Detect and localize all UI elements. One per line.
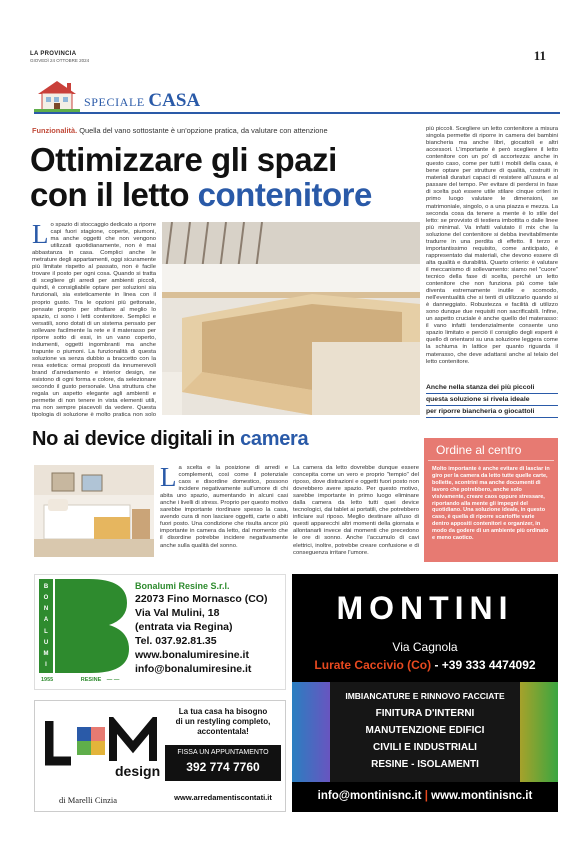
lm-phone[interactable]: 392 774 7760 [186, 760, 260, 774]
article-2-column-a-text: a scelta e la posizione di arredi e complementi, così come il potenziale caos e disordine domestico, possono incidere negativamente sull'umore di chi abita uno spazio, aumentando in alcuni casi anche i livelli di stress. Proprio per questo motivo sarebbe importante riordinare spesso la casa, avendo cura di non lasciare oggetti, carte o abiti fuori posto. Una condizione che risulta ancor più importante in camera da letto, dal momento che il disordine potrebbe incidere negativamente anche sulla qualità del sonno. [160, 465, 288, 549]
bonalumi-web[interactable]: www.bonalumiresine.it [135, 649, 249, 661]
montini-services-list [292, 688, 558, 773]
lm-tagline [165, 707, 281, 737]
montini-phone[interactable]: - +39 333 4474092 [431, 658, 536, 672]
bonalumi-city: 22073 Fino Mornasco (CO) [135, 593, 268, 605]
lm-logo [45, 717, 163, 767]
caption-line-3: per riporre biancheria o giocattoli [426, 406, 558, 418]
newspaper-name: LA PROVINCIA [30, 51, 77, 57]
article-column-3 [426, 126, 558, 380]
article-2-title-plain: No ai device digitali in [32, 428, 241, 450]
montini-service: IMBIANCATURE E RINNOVO FACCIATE [345, 691, 505, 701]
section-label [84, 90, 200, 112]
bonalumi-footer [41, 677, 119, 683]
montini-email[interactable]: info@montinisnc.it [317, 790, 422, 802]
kicker-strong: Funzionalità. [32, 126, 78, 135]
lm-web[interactable]: www.arredamentiscontati.it [174, 793, 272, 802]
montini-service: RESINE - ISOLAMENTI [371, 759, 479, 770]
ad-bonalumi[interactable] [34, 574, 286, 690]
bonalumi-entrance: (entrata via Regina) [135, 621, 233, 633]
title-line-2 [30, 177, 420, 212]
masthead [30, 51, 89, 63]
bonalumi-year: 1955 [41, 677, 54, 683]
article-2-title-accent: camera [240, 428, 309, 450]
bonalumi-letter: O [43, 594, 49, 601]
column-3-text: più piccoli. Scegliere un letto contenitore a misura singola permette di riporre in camera dei bambini biancheria ma anche libri, giocattoli e altri accessori. L'importante è però scegliere il letto contenitore con un po' di accortezza: anche in questo caso, come per tutti i mobili della casa, è bene optare per strutture di qualità, costruiti in materiali duraturi capaci di resistere all'usura e al passare del tempo. Per evitare di perdersi in fase di scelta può essere utile stilare cinque criteri in primo luogo valutare le dimensioni, se matrimoniale, singolo, o a una piazza e mezza. La seconda cosa da tenere a mente è lo stile del letto: se provvisto di testiera imbottita o dalle linee più minimal. Va infatti valutato il mix che la soluzione del contenitore si debba inevitabilmente tradurre in una perdita di effetto. Il terzo e importantissimo requisito, come anticipato, è rappresentato dai materiali, che devono essere di alta qualità e durabilità. Quarto criterio: è valutare il meccanismo di sollevamento: siamo nel "cuore" tecnico della fase di scelta, perché un letto contenitore che non funziona più come tale diventa estremamente inutile e scomodo, nell'eventualità che si tenti di utilizzarlo quando si è danneggiato. Robustezza e facilità di utilizzo sono dunque due requisiti non sacrificabili. Infine, un aspetto cruciale è anche quello del materasso: il vano infatti tendenzialmente consente uno spazio limitato e perciò il consiglio degli esperti è quello di orientarsi su una soluzione leggera come la schiuma in lattice per quanto riguarda il materasso, che deve adattarsi anche al telaio del letto contenitore. [426, 126, 558, 365]
bonalumi-letter: I [45, 662, 47, 669]
montini-street: Via Cagnola [392, 640, 458, 654]
lm-owner: di Marelli Cinzia [59, 795, 118, 805]
bonalumi-letter: N [43, 606, 49, 613]
sidebar-box [424, 438, 558, 562]
bonalumi-resine: RESINE [80, 677, 102, 683]
bonalumi-letter: M [43, 651, 49, 658]
column-1-text: o spazio di stoccaggio dedicato a riporre capi fuori stagione, coperte, piumoni, ma anche oggetti che non vengono utilizzati quotidianamente, non è mai abbastanza in casa. Complici anche le metrature degli appartamenti, oggi sicuramente più limitate rispetto al passato, non è facile trovare il posto per ogni cosa. Quando si tratta di scegliere gli arredi per ambienti piccoli, quindi, è consigliabile optare per soluzioni sia funzionali, sia esteticamente in linea con il proprio gusto. Tra le opzioni più gettonate, pensate proprio per sfruttare al meglio lo spazio, ci sono i letti contenitore. Semplici e versatili, sono dotati di un sistema pensato per sollevare facilmente la rete e il materasso per riporre sotto di essi, in un vano coperto, indumenti, oggetti ingombranti ma anche trapunte o piumoni. La funzionalità di questa soluzione va senza dubbio a braccetto con la resa estetica: ormai proposti da innumerevoli brand d'arredamento e interior design, ne esistono di ogni forma e colore, da selezionare secondo il gusto personale. Una struttura che regala un aspetto elegante agli ambienti e permette di non tenere in vista elementi utili, ma non sempre piacevoli da vedere. Questa tipologia di soluzione è molto pratica non solo [32, 222, 156, 419]
lm-tagline-line: di un restyling completo, [175, 717, 271, 726]
bonalumi-tel[interactable]: Tel. 037.92.81.35 [135, 635, 217, 647]
kicker-rest: Quella del vano sottostante è un'opzione pratica, da valutare con attenzione [77, 126, 328, 135]
caption-line-1: Anche nella stanza dei più piccoli [426, 382, 558, 394]
bonalumi-street: Via Val Mulini, 18 [135, 607, 220, 619]
article-2-column-b-text: La camera da letto dovrebbe dunque essere concepita come un vero e proprio "tempio" del riposo, dove distrazioni e oggetti fuori posto non dovrebbero avere spazio. Per questo motivo, sarebbe importante in primo luogo eliminare dalla camera da letto tutti quei device tecnologici, dai tablet ai portatili, che potrebbero inficiare sul riposo. Meglio destinare all'uso di questi apparecchi altri momenti della giornata e allontanarli invece dai momenti che precedono le ore di sonno. Anche l'accumulo di cavi elettrici, inoltre, potrebbe creare confusione e di conseguenza irritare l'umore. [293, 465, 419, 556]
bonalumi-letter: A [43, 617, 49, 624]
page-number: 11 [533, 48, 546, 63]
section-header [34, 80, 560, 114]
montini-service: FINITURA D'INTERNI [375, 708, 475, 719]
title-line-1: Ottimizzare gli spazi [30, 141, 337, 178]
article-column-1 [32, 222, 156, 419]
montini-service: CIVILI E INDUSTRIALI [373, 742, 477, 753]
montini-contact [292, 658, 558, 672]
article-2-dropcap: L [160, 465, 177, 492]
lm-design-word: design [115, 763, 161, 779]
bonalumi-letter: U [43, 639, 49, 646]
montini-separator: | [424, 790, 432, 802]
bedroom-illustration [34, 465, 154, 557]
lm-appointment-label: FISSA UN APPUNTAMENTO [177, 749, 269, 756]
title-line-2-accent: contenitore [197, 176, 372, 213]
ad-lm-design[interactable] [34, 700, 286, 812]
bonalumi-dash: — — [106, 677, 120, 683]
house-icon [34, 78, 80, 112]
sidebar-title: Ordine al centro [428, 438, 554, 461]
montini-services-band [292, 682, 558, 782]
sidebar-body: Molto importante è anche evitare di lasciar in giro per la camera da letto tutte quelle carte, bollette, scontrini ma anche documenti di lavoro che potrebbero, anche solo visivamente, creare caos oppure stressare, riportando alla mente gli impegni del quotidiano. Una soluzione ideale, in questo caso, è quella di riporre scartoffie varie dentro appositi contenitori e organizer, in modo da godere di un ambiente più ordinato e meno caotico. [432, 466, 550, 542]
bonalumi-name: Bonalumi Resine S.r.l. [135, 581, 230, 591]
bonalumi-vertical-bar [39, 579, 53, 673]
montini-footer [292, 790, 558, 802]
montini-service: MANUTENZIONE EDIFICI [365, 725, 485, 736]
bonalumi-info [135, 581, 285, 676]
dropcap: L [32, 222, 49, 249]
caption-line-2: questa soluzione si rivela ideale [426, 394, 558, 406]
article-kicker [32, 126, 422, 135]
bonalumi-letter: B [43, 583, 49, 590]
article-2-column-a [160, 465, 288, 561]
title-line-2-plain: con il letto [30, 176, 198, 213]
lm-appointment-box[interactable] [165, 745, 281, 781]
bedroom-photo [34, 465, 154, 557]
montini-web[interactable]: www.montinisnc.it [431, 790, 533, 802]
montini-city: Lurate Caccivio (Co) [314, 658, 432, 672]
bonalumi-letter: L [44, 628, 48, 635]
bed-drawer-illustration [162, 222, 420, 415]
ad-montini[interactable] [292, 574, 558, 812]
casa-word: CASA [148, 90, 201, 111]
issue-date: GIOVEDÌ 24 OTTOBRE 2024 [30, 58, 90, 63]
article-2-title [32, 428, 308, 451]
montini-logo: MONTINI [336, 590, 514, 626]
article-title [30, 142, 420, 212]
bonalumi-b-logo [55, 579, 129, 673]
lm-tagline-line: accontentala! [197, 727, 249, 736]
article-2-column-b [293, 465, 419, 561]
speciale-word: SPECIALE [84, 95, 145, 109]
lm-tagline-line: La tua casa ha bisogno [178, 707, 268, 716]
photo-caption [426, 382, 558, 418]
bed-drawer-photo [162, 222, 420, 415]
bonalumi-email[interactable]: info@bonalumiresine.it [135, 663, 252, 675]
lm-logo-icon [45, 717, 163, 767]
